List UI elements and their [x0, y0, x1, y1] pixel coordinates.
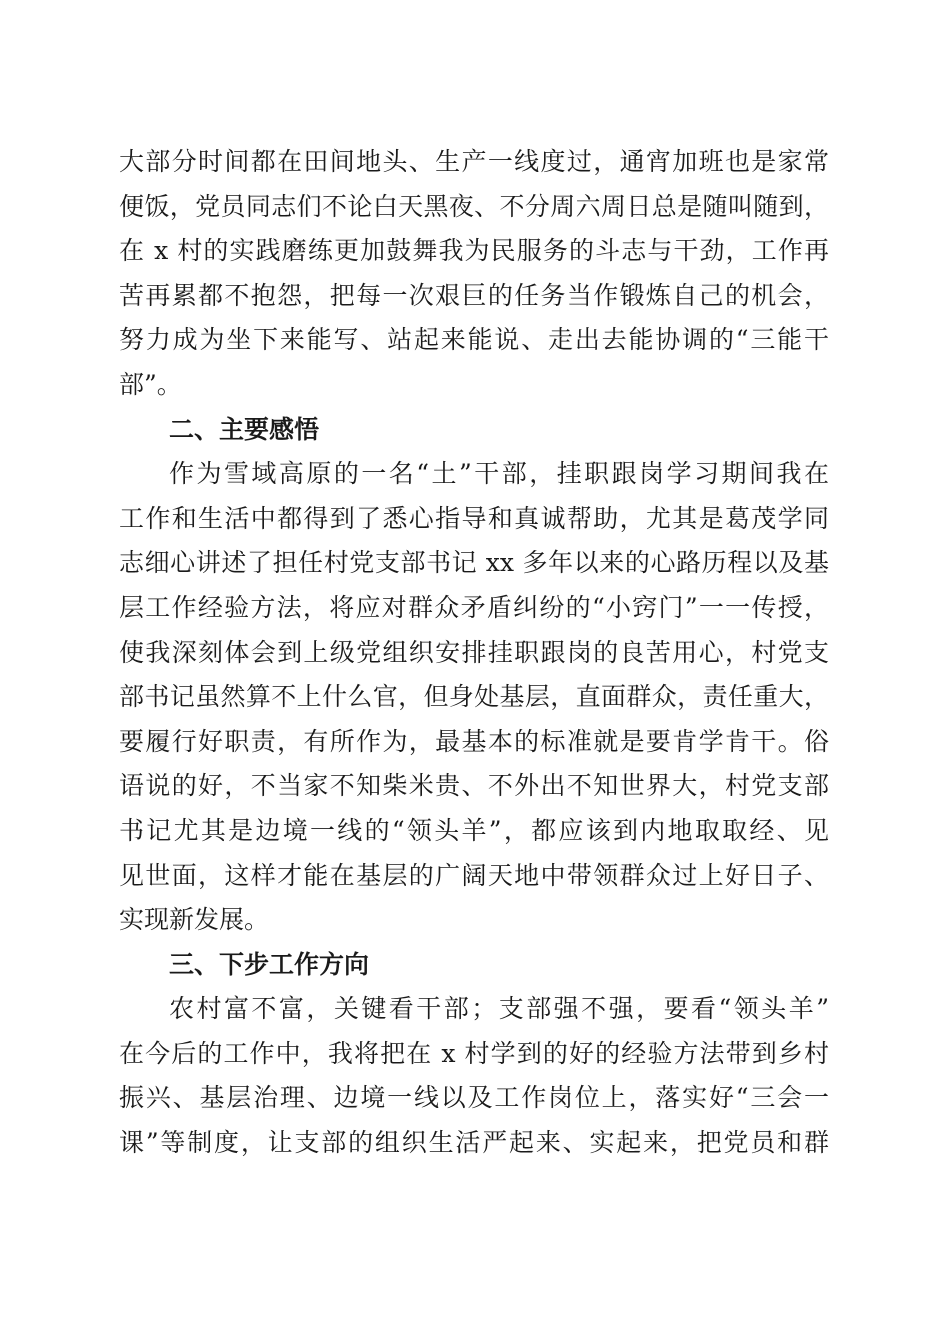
paragraph-first-line: 农村富不富，关键看干部；支部强不强，要看“领头羊” — [169, 994, 829, 1024]
body-line: 在今后的工作中，我将把在 x 村学到的好的经验方法带到乡村 — [119, 1038, 829, 1068]
body-line: 层工作经验方法，将应对群众矛盾纠纷的“小窍门”一一传授， — [119, 592, 829, 622]
body-line: 部书记虽然算不上什么官，但身处基层，直面群众，责任重大， — [119, 682, 829, 712]
body-line: 使我深刻体会到上级党组织安排挂职跟岗的良苦用心，村党支 — [119, 637, 829, 667]
body-line: 课”等制度，让支部的组织生活严起来、实起来，把党员和群 — [119, 1128, 829, 1158]
body-line: 书记尤其是边境一线的“领头羊”，都应该到内地取取经、见 — [119, 815, 829, 845]
body-line: 语说的好，不当家不知柴米贵、不外出不知世界大，村党支部 — [119, 771, 829, 801]
body-line: 要履行好职责，有所作为，最基本的标准就是要肯学肯干。俗 — [119, 726, 829, 756]
body-line: 苦再累都不抱怨，把每一次艰巨的任务当作锻炼自己的机会， — [119, 280, 829, 310]
body-line: 便饭，党员同志们不论白天黑夜、不分周六周日总是随叫随到， — [119, 191, 829, 221]
body-line: 志细心讲述了担任村党支部书记 xx 多年以来的心路历程以及基 — [119, 548, 829, 578]
paragraph-first-line: 作为雪域高原的一名“土”干部，挂职跟岗学习期间我在 — [169, 459, 829, 489]
body-line: 实现新发展。 — [119, 905, 270, 935]
section-heading-3: 三、下步工作方向 — [169, 949, 370, 979]
body-line: 部”。 — [119, 369, 182, 399]
body-line: 努力成为坐下来能写、站起来能说、走出去能协调的“三能干 — [119, 325, 829, 355]
body-line: 大部分时间都在田间地头、生产一线度过，通宵加班也是家常 — [119, 147, 829, 176]
body-line: 见世面，这样才能在基层的广阔天地中带领群众过上好日子、 — [119, 860, 829, 890]
document-body — [119, 140, 829, 1166]
body-line: 在 x 村的实践磨练更加鼓舞我为民服务的斗志与干劲，工作再 — [119, 236, 829, 266]
section-heading-2: 二、主要感悟 — [169, 414, 320, 444]
body-line: 振兴、基层治理、边境一线以及工作岗位上，落实好“三会一 — [119, 1083, 829, 1113]
body-line: 工作和生活中都得到了悉心指导和真诚帮助，尤其是葛茂学同 — [119, 503, 829, 533]
